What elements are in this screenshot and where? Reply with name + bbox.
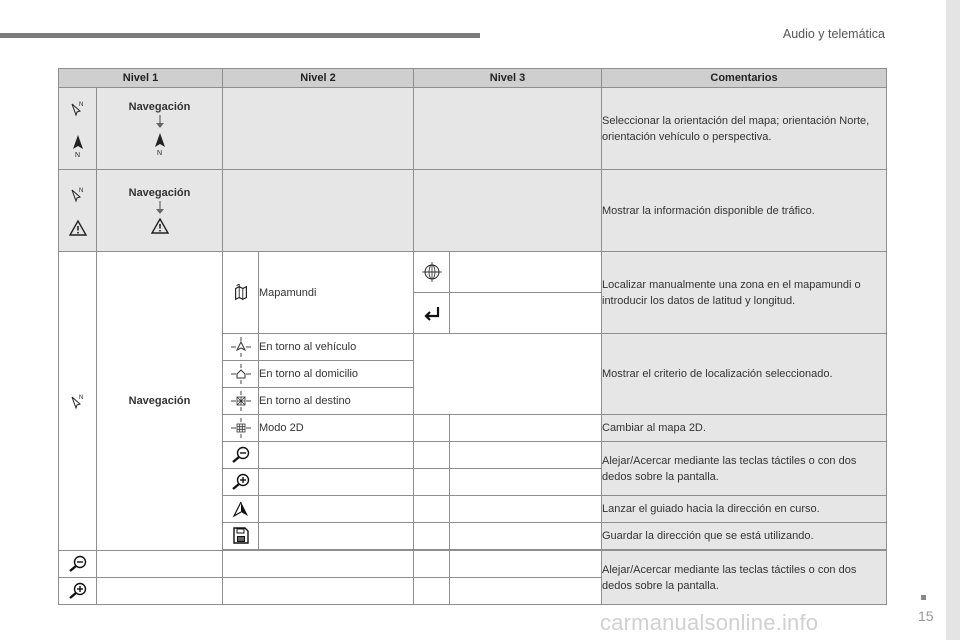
row1-level1-cell: [97, 88, 223, 170]
empty-cell: [259, 523, 414, 550]
table-row: [59, 170, 887, 252]
empty-cell: [97, 551, 223, 578]
vehicle-locate-icon: [231, 337, 251, 357]
empty-cell: [414, 496, 450, 523]
nav-block-icon-cell: [59, 252, 97, 551]
empty-cell: [450, 442, 602, 469]
empty-cell: [450, 496, 602, 523]
zoom-in-icon: [231, 472, 251, 492]
table-row: [59, 252, 887, 293]
row2-icon-cell: [59, 170, 97, 252]
zoom-out-icon: [231, 445, 251, 465]
row2-level2-cell: [223, 170, 414, 252]
empty-cell: [450, 551, 602, 578]
header-level3: Nivel 3: [414, 69, 602, 88]
world-map-comment: Localizar manualmente una zona en el mapamundi o introducir los datos de latitud y longitud.: [602, 252, 887, 334]
table-header-row: [59, 69, 887, 88]
empty-cell: [414, 551, 450, 578]
destination-locate-icon: [231, 391, 251, 411]
map-2d-icon: [231, 418, 251, 438]
section-title: Audio y telemática: [782, 27, 885, 41]
menu-table: [58, 68, 887, 605]
empty-cell: [450, 293, 602, 334]
header-level2: Nivel 2: [223, 69, 414, 88]
zoom-out-icon: [68, 554, 88, 574]
empty-cell: [450, 469, 602, 496]
save-icon: [231, 526, 251, 546]
empty-cell: [223, 551, 414, 578]
world-map-icon: [232, 284, 250, 302]
world-map-icon-cell: [223, 252, 259, 334]
empty-cell: [259, 442, 414, 469]
empty-cell: [414, 334, 602, 415]
empty-cell: [414, 523, 450, 550]
row2-comment: Mostrar la información disponible de tráfico.: [602, 170, 887, 252]
empty-cell: [414, 578, 450, 605]
empty-cell: [450, 523, 602, 550]
nav-block-level1-cell: Navegación: [97, 252, 223, 551]
zoom-in-icon: [68, 581, 88, 601]
row1-icon-cell: [59, 88, 97, 170]
table-row: [59, 551, 887, 578]
around-home-label: En torno al domicilio: [259, 361, 414, 388]
guidance-comment: Lanzar el guiado hacia la dirección en curso.: [602, 496, 887, 523]
save-comment: Guardar la dirección que se está utilizando.: [602, 523, 887, 550]
header-level1: Nivel 1: [59, 69, 223, 88]
empty-cell: [450, 578, 602, 605]
row1-comment: Seleccionar la orientación del mapa; orientación Norte, orientación vehículo o perspectiva.: [602, 88, 887, 170]
mode-2d-label: Modo 2D: [259, 415, 414, 442]
around-destination-label: En torno al destino: [259, 388, 414, 415]
empty-cell: [414, 442, 450, 469]
row2-level3-cell: [414, 170, 602, 252]
row1-level3-cell: [414, 88, 602, 170]
empty-cell: [97, 578, 223, 605]
empty-cell: [450, 415, 602, 442]
globe-crosshair-icon: [422, 262, 442, 282]
globe-icon-cell: [414, 252, 450, 293]
header-bar: [0, 33, 480, 38]
level1-label: Navegación: [128, 186, 191, 199]
level1-label: Navegación: [128, 100, 191, 113]
page-edge-strip: [946, 0, 960, 640]
page-number: 15: [918, 608, 934, 624]
warning-triangle-icon: [151, 217, 169, 235]
around-vehicle-label: En torno al vehículo: [259, 334, 414, 361]
row1-level2-cell: [223, 88, 414, 170]
nav-north-icon: [69, 185, 87, 203]
empty-cell: [450, 252, 602, 293]
north-arrow-icon: [152, 131, 168, 157]
empty-cell: [414, 415, 450, 442]
watermark: carmanualsonline.info: [600, 610, 819, 635]
mode-2d-comment: Cambiar al mapa 2D.: [602, 415, 887, 442]
empty-cell: [259, 496, 414, 523]
world-map-label: Mapamundi: [259, 252, 414, 334]
page-marker: [921, 595, 926, 600]
nav-north-icon: [69, 99, 87, 117]
arrow-down-icon: [155, 201, 165, 215]
zoom-comment: Alejar/Acercar mediante las teclas táctiles o con dos dedos sobre la pantalla.: [602, 442, 887, 496]
around-comment: Mostrar el criterio de localización seleccionado.: [602, 334, 887, 415]
empty-cell: [414, 469, 450, 496]
home-locate-icon: [231, 364, 251, 384]
arrow-down-icon: [155, 115, 165, 129]
row2-level1-cell: [97, 170, 223, 252]
table-row: [59, 88, 887, 170]
empty-cell: [223, 578, 414, 605]
warning-triangle-icon: [69, 219, 87, 237]
nav-north-icon: [69, 392, 87, 410]
enter-icon-cell: [414, 293, 450, 334]
guidance-icon: [232, 500, 250, 518]
empty-cell: [259, 469, 414, 496]
north-arrow-icon: [70, 133, 86, 159]
bottom-zoom-comment: Alejar/Acercar mediante las teclas táctiles o con dos dedos sobre la pantalla.: [602, 551, 887, 605]
header-comments: Comentarios: [602, 69, 887, 88]
enter-arrow-icon: [423, 304, 441, 322]
